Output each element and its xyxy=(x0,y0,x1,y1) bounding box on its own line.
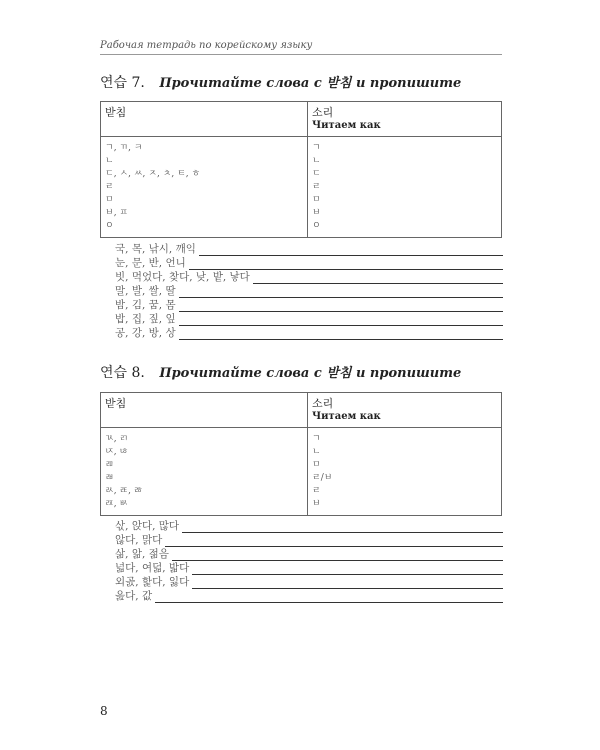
batchim-table-7 xyxy=(100,101,502,238)
col-header-sound: 소리 Читаем как xyxy=(308,102,502,137)
table-cell: ㄹ xyxy=(312,486,321,496)
table-cell: ㄻ xyxy=(105,460,114,470)
practice-lines-7 xyxy=(115,242,503,340)
table-cell: ㄵ, ㄶ xyxy=(105,447,129,457)
table-cell: ㄽ, ㄾ, ㅀ xyxy=(105,486,143,496)
practice-line: 삶, 앎, 젊음 xyxy=(115,547,503,561)
table-header-row xyxy=(101,102,502,137)
exercise-7-title xyxy=(100,72,520,92)
table-cell: ㄴ xyxy=(105,156,114,166)
exercise-instruction: Прочитайте слова с 받침 и пропишите xyxy=(159,366,462,381)
batchim-table-8 xyxy=(100,392,502,516)
practice-line: 말, 발, 쌀, 딸 xyxy=(115,284,503,298)
running-header: Рабочая тетрадь по корейскому языку xyxy=(100,40,502,55)
writing-line[interactable] xyxy=(199,245,503,256)
table-cell: ㄱ xyxy=(312,434,321,444)
practice-lines-8 xyxy=(115,519,503,603)
table-cell: ㅇ xyxy=(105,221,114,231)
table-cell: ㅂ xyxy=(312,208,321,218)
table-cell: ㄳ, ㄺ xyxy=(105,434,129,444)
table-cell: ㄴ xyxy=(312,156,321,166)
exercise-number: 연습 7. xyxy=(100,75,145,91)
col-header-sound: 소리 Читаем как xyxy=(308,393,502,428)
col-header-batchim: 받침 xyxy=(101,102,308,137)
practice-line: 빗, 먹었다, 찾다, 낮, 밭, 낳다 xyxy=(115,270,503,284)
table-cell: ㅇ xyxy=(312,221,321,231)
exercise-number: 연습 8. xyxy=(100,365,145,381)
writing-line[interactable] xyxy=(253,273,503,284)
table-cell: ㅁ xyxy=(312,195,321,205)
practice-line: 밤, 김, 꿈, 몸 xyxy=(115,298,503,312)
table-cell: ㄱ, ㄲ, ㅋ xyxy=(105,143,143,153)
table-cell: ㄹ/ㅂ xyxy=(312,473,333,483)
practice-line: 넓다, 여덟, 밟다 xyxy=(115,561,503,575)
table-cell: ㄷ xyxy=(312,169,321,179)
table-cell: ㄼ xyxy=(105,473,114,483)
writing-line[interactable] xyxy=(179,287,503,298)
writing-line[interactable] xyxy=(179,329,503,340)
practice-line: 삯, 앉다, 많다 xyxy=(115,519,503,533)
practice-line: 국, 목, 낚시, 깨익 xyxy=(115,242,503,256)
table-cell: ㅂ, ㅍ xyxy=(105,208,129,218)
practice-line: 않다, 맑다 xyxy=(115,533,503,547)
table-cell: ㄱ xyxy=(312,143,321,153)
table-cell: ㄹ xyxy=(105,182,114,192)
page-number: 8 xyxy=(100,704,108,718)
practice-line: 공, 강, 방, 상 xyxy=(115,326,503,340)
writing-line[interactable] xyxy=(155,592,503,603)
practice-line: 읊다, 값 xyxy=(115,589,503,603)
writing-line[interactable] xyxy=(179,301,503,312)
exercise-instruction: Прочитайте слова с 받침 и пропишите xyxy=(159,76,462,91)
sound-list xyxy=(308,137,502,238)
table-cell: ㄿ, ㅄ xyxy=(105,499,129,509)
practice-line: 눈, 문, 반, 언니 xyxy=(115,256,503,270)
col-header-batchim: 받침 xyxy=(101,393,308,428)
batchim-list xyxy=(101,428,308,516)
table-cell: ㄴ xyxy=(312,447,321,457)
practice-line: 외곬, 핥다, 잃다 xyxy=(115,575,503,589)
table-header-row xyxy=(101,393,502,428)
table-body-row xyxy=(101,428,502,516)
practice-line: 밥, 집, 짚, 잎 xyxy=(115,312,503,326)
writing-line[interactable] xyxy=(165,536,503,547)
sound-list xyxy=(308,428,502,516)
table-cell: ㅂ xyxy=(312,499,321,509)
table-body-row xyxy=(101,137,502,238)
writing-line[interactable] xyxy=(172,550,503,561)
table-cell: ㅁ xyxy=(105,195,114,205)
table-cell: ㄹ xyxy=(312,182,321,192)
writing-line[interactable] xyxy=(179,315,503,326)
table-cell: ㄷ, ㅅ, ㅆ, ㅈ, ㅊ, ㅌ, ㅎ xyxy=(105,169,201,179)
table-cell: ㅁ xyxy=(312,460,321,470)
writing-line[interactable] xyxy=(192,564,503,575)
writing-line[interactable] xyxy=(192,578,503,589)
writing-line[interactable] xyxy=(182,522,503,533)
batchim-list xyxy=(101,137,308,238)
exercise-8-title xyxy=(100,362,520,382)
